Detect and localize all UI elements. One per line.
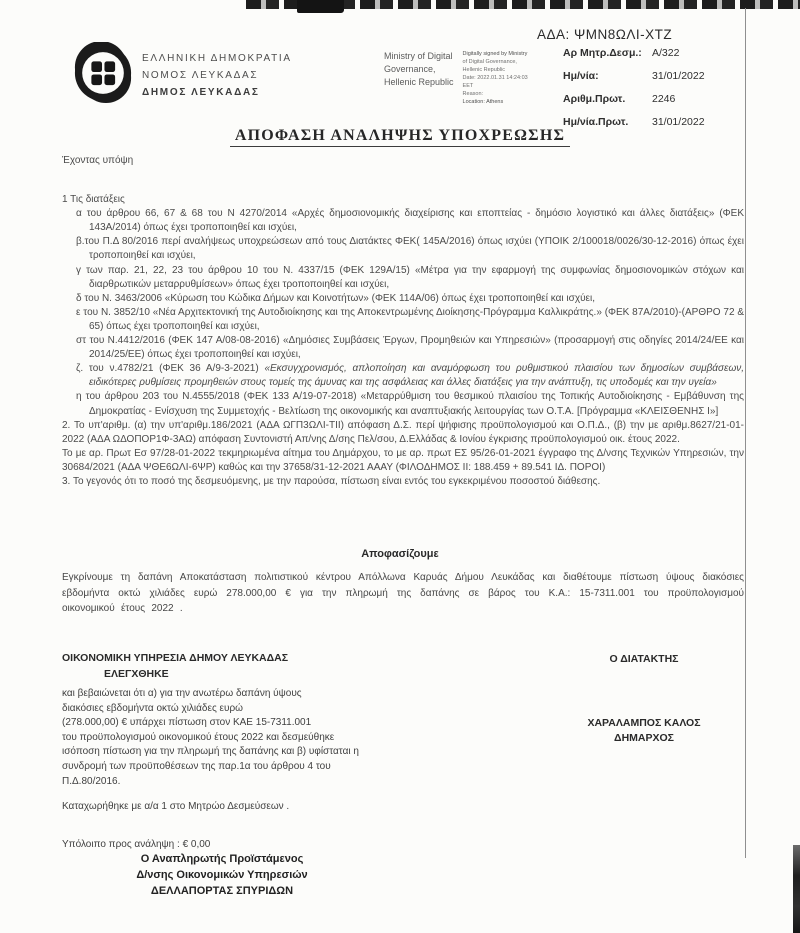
meta-value: 31/01/2022 xyxy=(652,70,705,82)
meta-label: Ημ/νία: xyxy=(563,70,599,82)
meta-value: 31/01/2022 xyxy=(652,116,705,128)
provision-item-d: δ του Ν. 3463/2006 «Κύρωση του Κώδικα Δήμων και Κοινοτήτων» (ΦΕΚ 114Α/06) όπως έχει τροποποιηθεί και ισχύει, xyxy=(76,292,595,304)
ministry-name xyxy=(384,50,454,106)
section-1-heading: 1 Τις διατάξεις xyxy=(62,194,125,206)
provision-item-st: στ του Ν.4412/2016 (ΦΕΚ 147 Α/08-08-2016) «Δημόσιες Συμβάσεις Έργων, Προμηθειών και Υπηρεσιών» (προσαρμογή στις οδηγίες 2014/24/ΕΕ και 2014/25/ΕΕ) όπως έχει τροποποιηθεί και ισχύει, xyxy=(76,335,744,361)
deputy-head-signature-block xyxy=(86,851,358,899)
signature-detail-line: Location: Athens xyxy=(462,99,504,105)
registry-entry-note: Καταχωρήθηκε με α/α 1 στο Μητρώο Δεσμεύσεων . xyxy=(62,801,290,813)
org-line-municipality: ΔΗΜΟΣ ΛΕΥΚΑΔΑΣ xyxy=(142,87,260,98)
section-2-paragraph: 2. Το υπ'αριθμ. (α) την υπ'αριθμ.186/2021 (ΑΔΑ ΩΓΠ3ΩΛΙ-ΤΙΙ) απόφαση Δ.Σ. περί ψήφισης προϋπολογισμού και Ο.Π.Δ., (β) την με αριθμ.8627/21-01-2022 (ΑΔΑ ΩΔΟΠΟΡ1Φ-3ΑΩ) απόφαση Συντονιστή Απ/νης Δ/σης Πελ/σου, Δ.Ελλάδας & Ιονίου έγκρισης προϋπολογισμού οικ. έτους 2022. xyxy=(62,419,744,445)
signature-name-line: ΔΕΛΛΑΠΟΡΤΑΣ ΣΠΥΡΙΔΩΝ xyxy=(150,885,294,897)
finance-service-section xyxy=(62,652,492,852)
signature-detail-line: Date: 2022.01.31 14:24:03 xyxy=(462,75,528,81)
meta-value: 2246 xyxy=(652,93,676,105)
provision-item-e: ε του Ν. 3852/10 «Νέα Αρχιτεκτονική της Αυτοδιοίκησης και της Αποκεντρωμένης Διοίκησης-Πρόγραμμα Καλλικράτης.» (ΦΕΚ 87Α/2010)-(ΑΡΘΡΟ 72 & 65) όπως έχει τροποποιηθεί και ισχύει, xyxy=(76,306,744,332)
signature-detail-line: EET xyxy=(462,83,474,89)
issuing-authority-block xyxy=(142,50,292,101)
protocol-metadata xyxy=(563,46,705,138)
provision-item-g: γ των παρ. 21, 22, 23 του άρθρου 10 του Ν. 4337/15 (ΦΕΚ 129Α/15) «Μέτρα για την εφαρμογή της συμφωνίας δημοσιονομικών στόχων και διαρθρωτικών μεταρρυθμίσεων» όπως έχει τροποποιηθεί και ισχύει, xyxy=(76,264,744,290)
finance-line: του προϋπολογισμού οικονομικού έτους 2022 και δεσμεύθηκε xyxy=(62,731,335,743)
decision-paragraph: Εγκρίνουμε τη δαπάνη Αποκατάσταση πολιτιστικού κέντρου Απόλλωνα Καρυάς Δήμου Λευκάδας και διαθέτουμε πίστωση ύψους διακόσιες εβδομήντα οκτώ χιλιάδες ευρώ 278.000,00 € για την πληρωμή της δαπάνης σε βάρος του Κ.Α.: 15-7311.001 του προϋπολογισμού οικονομικού έτους 2022 . xyxy=(62,572,744,614)
provision-item-z-quote: «Εκσυγχρονισμός, απλοποίηση και αναμόρφωση του ρυθμιστικού πλαισίου των δημοσίων συμβάσεων, ειδικότερες ρυθμίσεις προμηθειών στους τομείς της άμυνας και της ασφάλειας και άλλες διατάξεις για την ανάπτυξη, τις υποδομές και την υγεία» xyxy=(89,363,745,389)
orderer-role: ΔΗΜΑΡΧΟΣ xyxy=(614,732,674,744)
finance-line: διακόσιες εβδομήντα οκτώ χιλιάδες ευρώ xyxy=(62,702,243,714)
considerations-section xyxy=(62,154,744,489)
finance-line: ισόποση πίστωση για την πληρωμή της δαπάνης και β) υφίσταται η xyxy=(62,746,359,758)
finance-line: συνδρομή των προϋποθέσεων της παρ.1α του άρθρου 4 του xyxy=(62,760,331,772)
preamble: Έχοντας υπόψη xyxy=(62,155,134,166)
scan-artifact-top-blob xyxy=(297,0,344,13)
meta-label: Αρ Μητρ.Δεσμ.: xyxy=(563,47,642,59)
digital-signature-details xyxy=(463,50,555,106)
section-3-paragraph: 3. Το γεγονός ότι το ποσό της δεσμευόμενης, με την παρούσα, πίστωση είναι εντός του εγκεκριμένου ποσοστού διάθεσης. xyxy=(62,475,601,487)
provision-item-z xyxy=(62,362,744,390)
section-2b-paragraph: Το με αρ. Πρωτ Εσ 97/28-01-2022 τεκμηριωμένα αίτημα του Δημάρχου, το με αρ. πρωτ ΕΣ 95/26-01-2021 έγγραφο της Δ/νσης Τεχνικών Υπηρεσιών, την 30684/2021 (ΑΔΑ ΨΘΕ6ΩΛΙ-6ΨΡ) καθώς και την 37658/31-12-2021 ΑΑΑΥ (ΦΙΛΟΔΗΜΟΣ ΙΙ: 188.459 + 89.541 ΙΔ. ΠΟΡΟΙ) xyxy=(62,447,744,473)
document-title-wrap xyxy=(0,127,800,145)
finance-service-title: ΟΙΚΟΝΟΜΙΚΗ ΥΠΗΡΕΣΙΑ ΔΗΜΟΥ ΛΕΥΚΑΔΑΣ xyxy=(62,652,289,664)
ministry-name-line: Governance, xyxy=(384,64,436,74)
meta-label: Ημ/νία.Πρωτ. xyxy=(563,116,629,128)
meta-row-protocol-number xyxy=(563,92,705,106)
hellenic-republic-emblem-icon xyxy=(72,42,134,104)
orderer-title: Ο ΔΙΑΤΑΚΤΗΣ xyxy=(609,653,679,665)
digital-signature-stamp xyxy=(384,50,555,106)
meta-row-date xyxy=(563,69,705,83)
signature-role-line: Ο Αναπληρωτής Προϊστάμενος xyxy=(140,853,304,865)
meta-label: Αριθμ.Πρωτ. xyxy=(563,93,626,105)
signature-detail-line: of Digital Governance, xyxy=(462,59,517,65)
ada-code: ΑΔΑ: ΨΜΝ8ΩΛΙ-ΧΤΖ xyxy=(537,27,673,42)
ministry-name-line: Ministry of Digital xyxy=(384,51,453,61)
finance-checked-label: ΕΛΕΓΧΘΗΚΕ xyxy=(104,668,169,680)
signature-detail-line: Reason: xyxy=(462,91,484,97)
org-line-hellenic-republic: ΕΛΛΗΝΙΚΗ ΔΗΜΟΚΡΑΤΙΑ xyxy=(142,53,292,64)
finance-line: Π.Δ.80/2016. xyxy=(62,775,121,787)
meta-row-registry-number xyxy=(563,46,705,60)
document-title: ΑΠΟΦΑΣΗ ΑΝΑΛΗΨΗΣ ΥΠΟΧΡΕΩΣΗΣ xyxy=(230,127,570,147)
meta-value: Α/322 xyxy=(652,47,680,59)
signature-detail-line: Digitally signed by Ministry xyxy=(462,51,528,57)
signature-detail-line: Hellenic Republic xyxy=(462,67,506,73)
decision-heading: Αποφασίζουμε xyxy=(361,548,439,560)
provision-item-h: η του άρθρου 203 του Ν.4555/2018 (ΦΕΚ 133 Α/19-07-2018) «Μεταρρύθμιση του θεσμικού πλαισίου της Τοπικής Αυτοδιοίκησης - Εμβάθυνση της Δημοκρατίας - Ενίσχυση της Συμμετοχής - Βελτίωση της οικονομικής και αναπτυξιακής λειτουργίας των Ο.Τ.Α. [Πρόγραμμα «ΚΛΕΙΣΘΕΝΗΣ Ι»] xyxy=(76,391,744,417)
scan-artifact-bottom-right-edge xyxy=(793,845,800,933)
remaining-balance-note: Υπόλοιπο προς ανάληψη : € 0,00 xyxy=(62,838,211,850)
signature-directorate-line: Δ/νσης Οικονομικών Υπηρεσιών xyxy=(136,869,308,881)
finance-line: (278.000,00) € υπάρχει πίστωση στον ΚΑΕ 15-7311.001 xyxy=(62,717,312,729)
ministry-name-line: Hellenic Republic xyxy=(384,77,454,87)
provision-item-a: α του άρθρου 66, 67 & 68 του Ν 4270/2014 «Αρχές δημοσιονομικής διαχείρισης και εποπτείας - δημόσιο λογιστικό και άλλες διατάξεις» (ΦΕΚ 143Α/2014) όπως έχει τροποποιηθεί και ισχύει, xyxy=(76,208,744,234)
org-line-prefecture: ΝΟΜΟΣ ΛΕΥΚΑΔΑΣ xyxy=(142,70,259,81)
orderer-name: ΧΑΡΑΛΑΜΠΟΣ ΚΑΛΟΣ xyxy=(587,717,701,729)
finance-line: και βεβαιώνεται ότι α) για την ανωτέρω δαπάνη ύψους xyxy=(62,688,302,699)
provision-item-b: β.του Π.Δ 80/2016 περί αναλήψεως υποχρεώσεων από τους Διατάκτες ΦΕΚ( 145Α/2016) όπως ισχύει (ΥΠΟΙΚ 2/100018/0026/30-12-2016) όπως έχει τροποποιηθεί και ισχύει, xyxy=(76,236,744,262)
orderer-section xyxy=(538,652,750,746)
provision-item-z-lead: ζ. του ν.4782/21 (ΦΕΚ 36 Α/9-3-2021) xyxy=(76,363,259,375)
